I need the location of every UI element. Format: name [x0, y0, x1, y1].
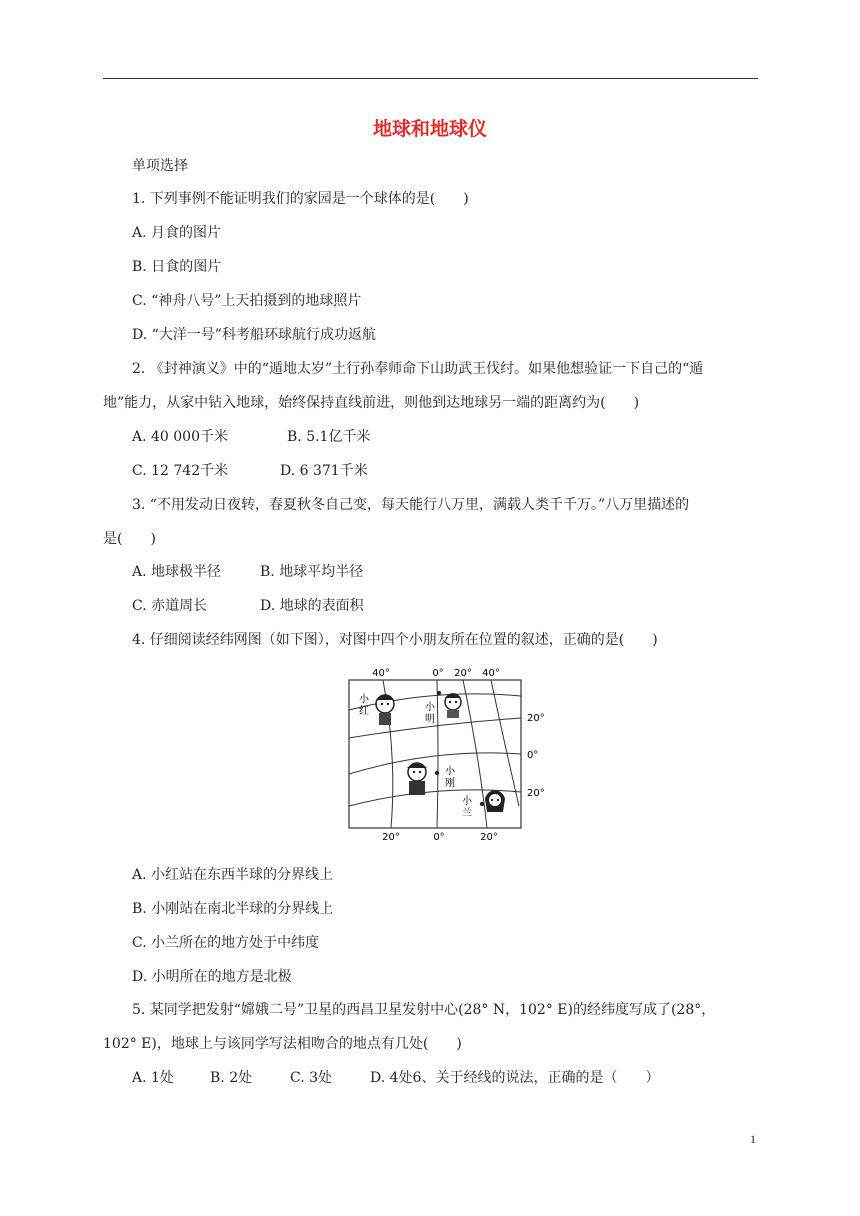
- section-heading: 单项选择: [132, 158, 188, 174]
- question-3-stem-line2: 是( ): [103, 531, 156, 547]
- map-right-lat-label: 20°: [527, 788, 545, 799]
- kid-label-xiaogang: 小: [445, 766, 455, 777]
- question-5-stem-line1: 5. 某同学把发射“嫦娥二号”卫星的西昌卫星发射中心(28° N，102° E)的经纬度写成了(28°，: [132, 1002, 716, 1018]
- question-3-stem-line1: 3. “不用发动日夜转，春夏秋冬自己变，每天能行八万里，满载人类千千万。”八万里描述的: [132, 497, 690, 513]
- question-4-option-a[interactable]: A. 小红站在东西半球的分界线上: [132, 867, 334, 883]
- graticule-map-svg: [345, 666, 545, 843]
- kid-figure-xiaogang-icon: [407, 763, 439, 795]
- question-2-stem-line1: 2. 《封神演义》中的“遁地太岁”土行孙奉师命下山助武王伐纣。如果他想验证一下自己的“遁: [132, 361, 704, 377]
- question-1-option-c[interactable]: C. “神舟八号”上天拍摄到的地球照片: [132, 293, 362, 309]
- kid-label-xiaoming: 小: [425, 702, 435, 713]
- question-3-option-d[interactable]: D. 地球的表面积: [260, 598, 364, 614]
- question-1-option-d[interactable]: D. “大洋一号”科考船环球航行成功返航: [132, 327, 376, 343]
- map-top-lon-label: 0°: [432, 668, 444, 679]
- map-bottom-lon-label: 20°: [480, 832, 498, 843]
- map-bottom-lon-label: 20°: [382, 832, 400, 843]
- map-top-lon-label: 20°: [454, 668, 472, 679]
- question-2-option-c[interactable]: C. 12 742千米: [132, 463, 229, 479]
- page-number: 1: [750, 1132, 756, 1146]
- question-4-option-d[interactable]: D. 小明所在的地方是北极: [132, 969, 292, 985]
- question-5-option-d-and-question-6[interactable]: D. 4处6、关于经线的说法，正确的是（ ）: [370, 1070, 660, 1086]
- question-5-option-c[interactable]: C. 3处: [290, 1070, 333, 1086]
- question-5-option-b[interactable]: B. 2处: [210, 1070, 253, 1086]
- question-1-option-a[interactable]: A. 月食的图片: [132, 225, 222, 241]
- map-top-lon-label: 40°: [372, 668, 390, 679]
- page-title: 地球和地球仪: [372, 118, 487, 140]
- header-rule: [103, 78, 758, 79]
- question-2-option-d[interactable]: D. 6 371千米: [280, 463, 368, 479]
- question-1-stem: 1. 下列事例不能证明我们的家园是一个球体的是( ): [132, 191, 469, 207]
- question-2-option-a[interactable]: A. 40 000千米: [132, 429, 228, 445]
- question-4-option-c[interactable]: C. 小兰所在的地方处于中纬度: [132, 935, 320, 951]
- question-5-stem-line2: 102° E)，地球上与该同学写法相吻合的地点有几处( ): [103, 1036, 462, 1052]
- kid-label-xiaohong: 小: [359, 694, 369, 705]
- question-3-option-b[interactable]: B. 地球平均半径: [260, 564, 364, 580]
- question-2-stem-line2: 地”能力，从家中钻入地球，始终保持直线前进，则他到达地球另一端的距离约为( ): [103, 395, 640, 411]
- kid-label-xiaoming: 明: [425, 714, 435, 725]
- map-top-lon-label: 40°: [482, 668, 500, 679]
- kid-label-xiaolan: 兰: [462, 808, 472, 819]
- map-right-lat-label: 0°: [527, 750, 539, 761]
- kid-label-xiaohong: 红: [359, 706, 369, 717]
- question-1-option-b[interactable]: B. 日食的图片: [132, 259, 222, 275]
- map-bottom-lon-label: 0°: [433, 832, 445, 843]
- question-4-option-b[interactable]: B. 小刚站在南北半球的分界线上: [132, 901, 334, 917]
- question-4-stem: 4. 仔细阅读经纬网图（如下图），对图中四个小朋友所在位置的叙述，正确的是( ): [132, 632, 658, 648]
- question-3-option-a[interactable]: A. 地球极半径: [132, 564, 222, 580]
- kid-label-xiaolan: 小: [462, 796, 472, 807]
- graticule-map-figure: [345, 666, 545, 843]
- question-5-option-a[interactable]: A. 1处: [132, 1070, 174, 1086]
- question-2-option-b[interactable]: B. 5.1亿千米: [287, 429, 371, 445]
- kid-figure-xiaohong-icon: [376, 695, 394, 725]
- kid-label-xiaogang: 刚: [445, 778, 455, 789]
- question-3-option-c[interactable]: C. 赤道周长: [132, 598, 208, 614]
- map-right-lat-label: 20°: [527, 713, 545, 724]
